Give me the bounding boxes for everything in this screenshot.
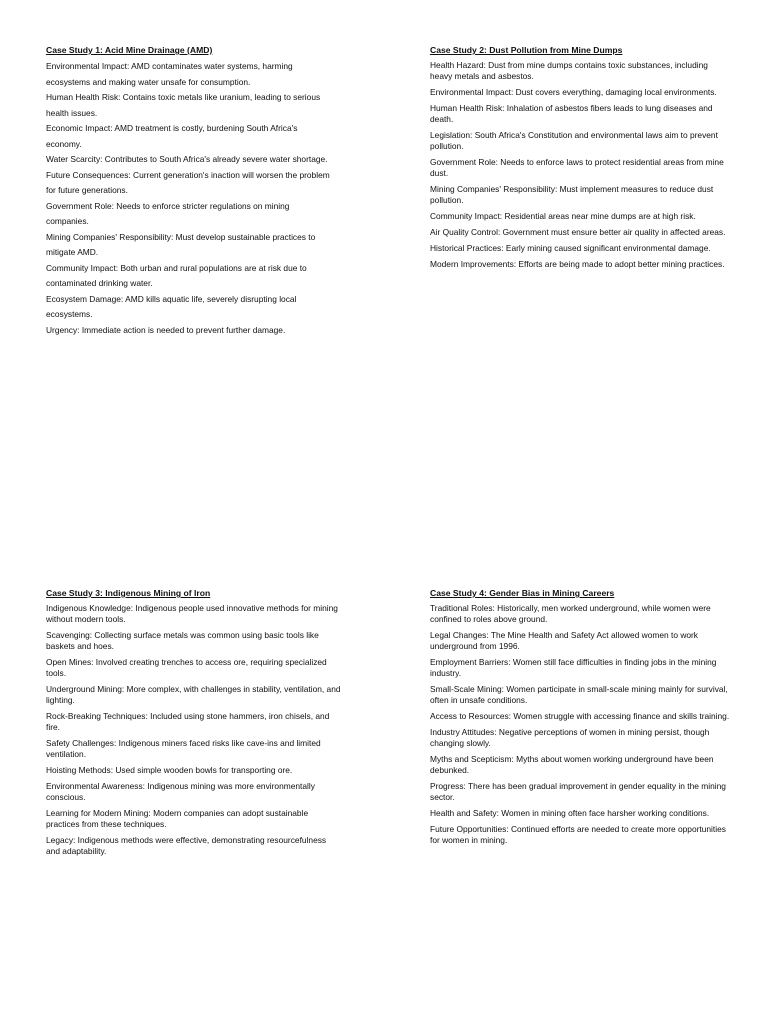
case-study-1-point: Community Impact: Both urban and rural populations are at risk due to contaminated drinking water. bbox=[46, 262, 307, 288]
case-study-3-point: Open Mines: Involved creating trenches to access ore, requiring specialized tools. bbox=[46, 657, 327, 678]
case-study-1-point: Environmental Impact: AMD contaminates water systems, harming ecosystems and making water unsafe for consumption. bbox=[46, 61, 293, 87]
case-study-4-point: Health and Safety: Women in mining often face harsher working conditions. bbox=[430, 808, 710, 818]
case-study-3 bbox=[46, 588, 341, 862]
case-study-1-point: Ecosystem Damage: AMD kills aquatic life, severely disrupting local ecosystems. bbox=[46, 293, 297, 319]
case-study-1-point: Human Health Risk: Contains toxic metals like uranium, leading to serious health issues. bbox=[46, 92, 321, 118]
case-study-1-point: Urgency: Immediate action is needed to prevent further damage. bbox=[46, 324, 286, 335]
case-study-3-point: Safety Challenges: Indigenous miners faced risks like cave-ins and limited ventilation. bbox=[46, 738, 321, 759]
case-study-1-title: Case Study 1: Acid Mine Drainage (AMD) bbox=[46, 45, 213, 55]
case-study-2-point: Government Role: Needs to enforce laws to protect residential areas from mine dust. bbox=[430, 157, 724, 178]
case-study-2-point: Air Quality Control: Government must ensure better air quality in affected areas. bbox=[430, 227, 726, 237]
case-study-1-point: Water Scarcity: Contributes to South Africa's already severe water shortage. bbox=[46, 154, 328, 164]
case-study-4-point: Employment Barriers: Women still face difficulties in finding jobs in the mining industry. bbox=[430, 657, 717, 678]
case-study-3-point: Indigenous Knowledge: Indigenous people used innovative methods for mining without modern tools. bbox=[46, 603, 338, 624]
case-study-4-point: Traditional Roles: Historically, men worked underground, while women were confined to roles above ground. bbox=[430, 603, 711, 624]
case-study-3-point: Learning for Modern Mining: Modern companies can adopt sustainable practices from these techniques. bbox=[46, 808, 309, 829]
case-study-2-point: Historical Practices: Early mining caused significant environmental damage. bbox=[430, 243, 711, 253]
case-study-4-point: Progress: There has been gradual improvement in gender equality in the mining sector. bbox=[430, 781, 726, 802]
case-study-1 bbox=[46, 45, 331, 338]
case-study-3-point: Hoisting Methods: Used simple wooden bowls for transporting ore. bbox=[46, 765, 293, 775]
case-study-4-point: Future Opportunities: Continued efforts are needed to create more opportunities for women in mining. bbox=[430, 824, 726, 845]
case-study-4-point: Access to Resources: Women struggle with accessing finance and skills training. bbox=[430, 711, 730, 721]
case-study-2-point: Environmental Impact: Dust covers everything, damaging local environments. bbox=[430, 87, 717, 97]
case-study-4-point: Industry Attitudes: Negative perceptions of women in mining persist, though changing slowly. bbox=[430, 727, 710, 748]
case-study-4-point: Myths and Scepticism: Myths about women working underground have been debunked. bbox=[430, 754, 714, 775]
case-study-3-point: Environmental Awareness: Indigenous mining was more environmentally conscious. bbox=[46, 781, 315, 802]
case-study-2-point: Legislation: South Africa's Constitution and environmental laws aim to prevent pollution. bbox=[430, 130, 718, 151]
case-study-2 bbox=[430, 45, 730, 275]
case-study-1-point: Mining Companies' Responsibility: Must develop sustainable practices to mitigate AMD. bbox=[46, 231, 316, 257]
case-study-4-point: Legal Changes: The Mine Health and Safety Act allowed women to work underground from 1996. bbox=[430, 630, 698, 651]
case-study-3-title: Case Study 3: Indigenous Mining of Iron bbox=[46, 588, 211, 598]
case-study-4-point: Small-Scale Mining: Women participate in small-scale mining mainly for survival, often in unsafe conditions. bbox=[430, 684, 728, 705]
case-study-3-point: Legacy: Indigenous methods were effective, demonstrating resourcefulness and adaptability. bbox=[46, 835, 327, 856]
case-study-3-point: Rock-Breaking Techniques: Included using stone hammers, iron chisels, and fire. bbox=[46, 711, 330, 732]
case-study-1-point: Economic Impact: AMD treatment is costly, burdening South Africa's economy. bbox=[46, 123, 298, 149]
case-study-2-point: Human Health Risk: Inhalation of asbestos fibers leads to lung diseases and death. bbox=[430, 103, 713, 124]
case-study-1-point: Future Consequences: Current generation's inaction will worsen the problem for future generations. bbox=[46, 169, 330, 195]
case-study-2-point: Community Impact: Residential areas near mine dumps are at high risk. bbox=[430, 211, 696, 221]
case-study-2-point: Mining Companies' Responsibility: Must implement measures to reduce dust pollution. bbox=[430, 184, 714, 205]
case-study-4-title: Case Study 4: Gender Bias in Mining Careers bbox=[430, 588, 615, 598]
case-study-3-point: Scavenging: Collecting surface metals was common using basic tools like baskets and hoes. bbox=[46, 630, 319, 651]
case-study-2-point: Health Hazard: Dust from mine dumps contains toxic substances, including heavy metals and asbestos. bbox=[430, 60, 708, 81]
case-study-1-point: Government Role: Needs to enforce stricter regulations on mining companies. bbox=[46, 200, 290, 226]
case-study-3-point: Underground Mining: More complex, with challenges in stability, ventilation, and lighting. bbox=[46, 684, 341, 705]
case-study-2-title: Case Study 2: Dust Pollution from Mine Dumps bbox=[430, 45, 623, 55]
case-study-2-point: Modern Improvements: Efforts are being made to adopt better mining practices. bbox=[430, 259, 725, 269]
case-study-4 bbox=[430, 588, 730, 851]
